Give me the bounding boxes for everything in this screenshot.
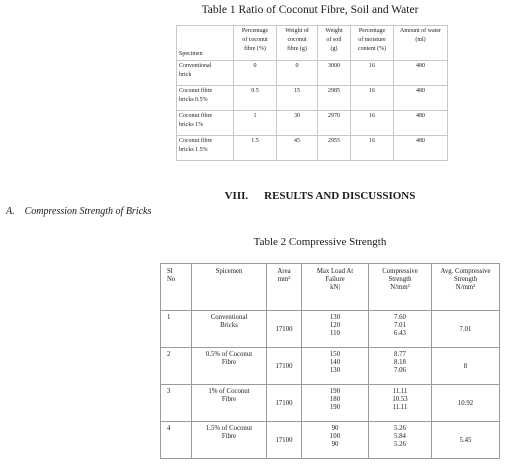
header-weight-fibre: Weight of coconut fibre (g)	[277, 26, 318, 61]
header-weight-soil: Weight of soil (g)	[318, 26, 351, 61]
cell-specimen: Coconut fibre bricks 1%	[177, 111, 234, 136]
fibre-ratio-table	[176, 25, 448, 161]
cell-strength: 7.60 7.01 6.43	[369, 311, 432, 348]
cell-specimen: Conventional brick	[177, 61, 234, 86]
table-row	[177, 86, 448, 111]
table-header-row	[161, 264, 500, 311]
header-specimen: Specimen	[177, 26, 234, 61]
header-water: Amount of water (ml)	[394, 26, 448, 61]
cell-max-load: 150 140 130	[302, 348, 369, 385]
cell-max-load: 130 120 110	[302, 311, 369, 348]
cell-water: 480	[394, 111, 448, 136]
table1-caption: Table 1 Ratio of Coconut Fibre, Soil and Water	[201, 4, 419, 16]
header-percentage-fibre: Percentage of coconut fibre (%)	[234, 26, 277, 61]
cell-avg-strength: 8	[432, 348, 500, 385]
cell-fibre-weight: 45	[277, 136, 318, 161]
cell-pct: 0	[234, 61, 277, 86]
table-row	[177, 61, 448, 86]
cell-pct: 1.5	[234, 136, 277, 161]
subsection-heading	[6, 206, 151, 217]
section-number: VIII.	[224, 190, 249, 202]
cell-pct: 0.5	[234, 86, 277, 111]
cell-soil-weight: 2985	[318, 86, 351, 111]
compressive-strength-table	[160, 263, 500, 459]
table2-caption: Table 2 Compressive Strength	[253, 236, 387, 248]
cell-sl-no: 2	[161, 348, 192, 385]
cell-specimen: 1.5% of Coconut Fibre	[192, 422, 267, 459]
cell-fibre-weight: 0	[277, 61, 318, 86]
cell-strength: 11.11 10.53 11.11	[369, 385, 432, 422]
cell-strength: 8.77 8.18 7.06	[369, 348, 432, 385]
cell-sl-no: 1	[161, 311, 192, 348]
table-header-row	[177, 26, 448, 61]
subsection-title: Compression Strength of Bricks	[24, 206, 152, 217]
header-compressive-strength: Compressive Strength N/mm²	[369, 264, 432, 311]
table-row	[177, 136, 448, 161]
table-row	[161, 348, 500, 385]
header-max-load: Max Load At Failure kN|	[302, 264, 369, 311]
header-moisture: Percentage of moisture content (%)	[351, 26, 394, 61]
cell-fibre-weight: 15	[277, 86, 318, 111]
cell-specimen: Coconut fibre bricks 0.5%	[177, 86, 234, 111]
cell-water: 480	[394, 86, 448, 111]
header-sl-no: Sl No	[161, 264, 192, 311]
cell-specimen: Coconut fibre bricks 1.5%	[177, 136, 234, 161]
cell-area: 17100	[267, 385, 302, 422]
table-row	[177, 111, 448, 136]
cell-avg-strength: 10.92	[432, 385, 500, 422]
section-title: RESULTS AND DISCUSSIONS	[264, 190, 416, 202]
table-row	[161, 385, 500, 422]
cell-avg-strength: 5.45	[432, 422, 500, 459]
header-avg-strength: Avg. Compressive Strength N/mm²	[432, 264, 500, 311]
cell-area: 17100	[267, 311, 302, 348]
table-row	[161, 311, 500, 348]
cell-specimen: 0.5% of Coconut Fibre	[192, 348, 267, 385]
cell-water: 480	[394, 61, 448, 86]
header-area: Area mm²	[267, 264, 302, 311]
cell-moisture: 16	[351, 111, 394, 136]
cell-sl-no: 3	[161, 385, 192, 422]
cell-water: 480	[394, 136, 448, 161]
cell-soil-weight: 3000	[318, 61, 351, 86]
header-specimen: Spicemen	[192, 264, 267, 311]
cell-specimen: 1% of Coconut Fibre	[192, 385, 267, 422]
cell-fibre-weight: 30	[277, 111, 318, 136]
cell-moisture: 16	[351, 136, 394, 161]
cell-avg-strength: 7.01	[432, 311, 500, 348]
cell-moisture: 16	[351, 86, 394, 111]
cell-area: 17100	[267, 422, 302, 459]
table-row	[161, 422, 500, 459]
cell-soil-weight: 2970	[318, 111, 351, 136]
subsection-letter: A.	[6, 206, 15, 217]
cell-max-load: 90 100 90	[302, 422, 369, 459]
cell-area: 17100	[267, 348, 302, 385]
cell-moisture: 16	[351, 61, 394, 86]
cell-soil-weight: 2955	[318, 136, 351, 161]
cell-pct: 1	[234, 111, 277, 136]
section-heading	[170, 190, 470, 202]
cell-specimen: Conventional Bricks	[192, 311, 267, 348]
cell-max-load: 190 180 190	[302, 385, 369, 422]
cell-strength: 5.26 5.84 5.26	[369, 422, 432, 459]
cell-sl-no: 4	[161, 422, 192, 459]
